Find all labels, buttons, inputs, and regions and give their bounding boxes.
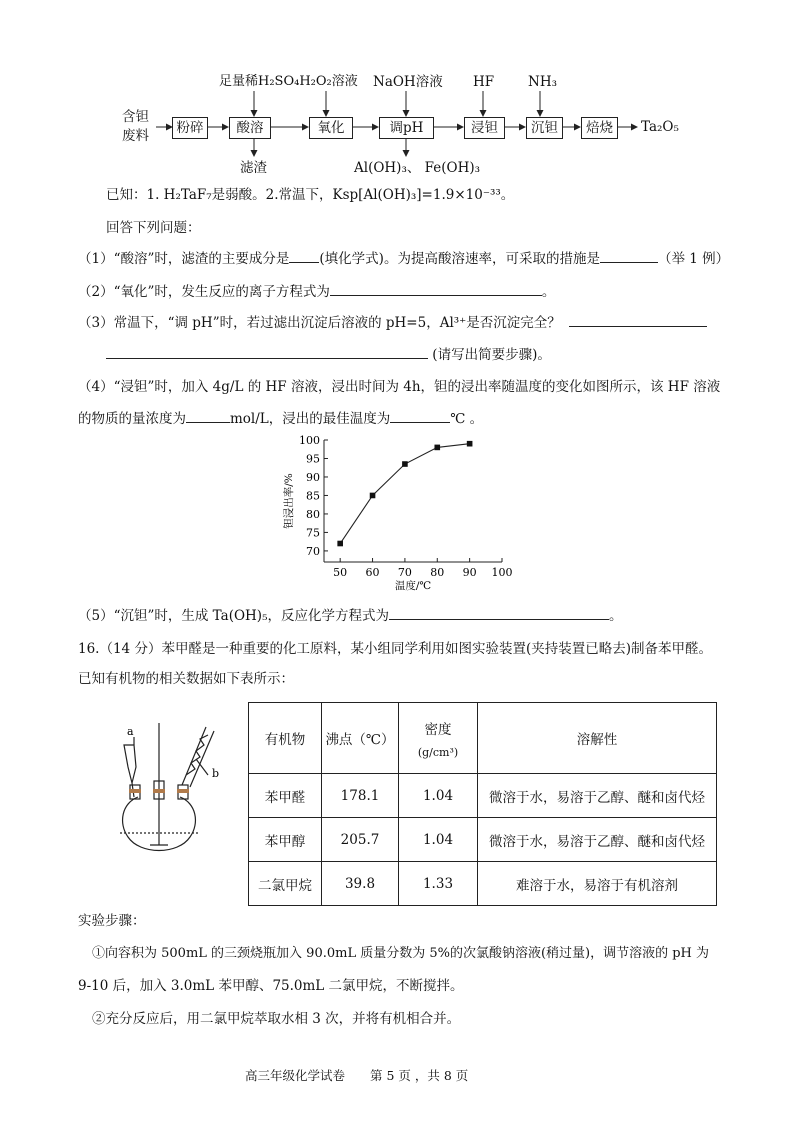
known-info: 已知：1. H₂TaF₇是弱酸。2.常温下，Ksp[Al(OH)₃]=1.9×10⁻³³。 — [106, 187, 515, 203]
series-line — [340, 444, 469, 544]
q3-blank-2[interactable] — [106, 345, 428, 359]
x-axis-label: 温度/℃ — [394, 580, 432, 592]
reagent-hf: HF — [473, 74, 495, 90]
table-cell: 1.33 — [399, 862, 478, 906]
question-16-intro: 16.（14 分）苯甲醛是一种重要的化工原料，某小组同学利用如图实验装置(夹持装置已略去)制备苯甲醛。 — [78, 641, 712, 657]
y-tick-label: 100 — [299, 434, 320, 447]
q4-blank-1[interactable] — [186, 409, 230, 423]
table-row — [249, 818, 717, 862]
leaching-rate-chart — [280, 430, 520, 600]
q2-text-b: 。 — [541, 284, 556, 300]
flow-step-acid-dissolve: 酸溶 — [229, 117, 271, 139]
table-cell: 微溶于水，易溶于乙醇、醚和卤代烃 — [478, 774, 717, 818]
reagent-naoh: NaOH溶液 — [373, 74, 443, 90]
process-flow-diagram — [0, 0, 800, 180]
x-tick-label: 50 — [333, 566, 348, 579]
q4-text-c: mol/L，浸出的最佳温度为 — [230, 411, 391, 427]
answer-prompt: 回答下列问题： — [106, 220, 201, 236]
step-2: ②充分反应后，用二氯甲烷萃取水相 3 次，并将有机相合并。 — [92, 1011, 461, 1027]
flow-product: Ta₂O₅ — [641, 119, 679, 135]
flow-step-calcine: 焙烧 — [581, 117, 618, 139]
apparatus-drawing — [100, 705, 240, 865]
q2-text-a: （2）“氧化”时，发生反应的离子方程式为 — [78, 284, 330, 300]
table-cell: 苯甲醛 — [249, 774, 322, 818]
y-tick-label: 80 — [306, 507, 320, 521]
steps-title: 实验步骤： — [78, 913, 146, 929]
table-cell: 205.7 — [322, 818, 399, 862]
data-point — [337, 541, 343, 547]
header-boiling-point: 沸点（℃） — [322, 703, 399, 774]
y-tick-label: 85 — [306, 489, 320, 503]
question-4: （4）“浸钽”时，加入 4g/L 的 HF 溶液，浸出时间为 4h，钽的浸出率随温度的变化如图所示，该 HF 溶液 — [78, 379, 721, 395]
header-density — [399, 703, 478, 774]
question-4-line-2 — [78, 409, 483, 428]
q1-blank-1[interactable] — [289, 249, 319, 263]
data-point — [467, 441, 473, 447]
table-cell: 苯甲醇 — [249, 818, 322, 862]
table-row — [249, 774, 717, 818]
apparatus-label-a: a — [127, 725, 134, 738]
question-3-line-2 — [106, 345, 551, 364]
y-axis-label: 钽浸出率/% — [283, 473, 295, 529]
q1-text-b: (填化学式)。为提高酸溶速率，可采取的措施是 — [319, 251, 600, 267]
table-cell: 1.04 — [399, 774, 478, 818]
question-3 — [78, 313, 707, 332]
table-cell: 二氯甲烷 — [249, 862, 322, 906]
x-tick-label: 80 — [430, 566, 445, 579]
flow-step-adjust-ph: 调pH — [379, 117, 434, 139]
flow-start-label-2: 废料 — [122, 128, 149, 144]
q2-blank[interactable] — [330, 282, 542, 296]
x-tick-label: 90 — [462, 566, 477, 579]
flow-step-leach: 浸钽 — [464, 117, 505, 139]
flow-step-precipitate: 沉钽 — [526, 117, 563, 139]
data-point — [370, 493, 376, 499]
q5-text-a: （5）“沉钽”时，生成 Ta(OH)₅，反应化学方程式为 — [78, 608, 389, 624]
q4-text-b: 的物质的量浓度为 — [78, 411, 186, 427]
header-compound: 有机物 — [249, 703, 322, 774]
q1-text-c: （举 1 例） — [657, 251, 730, 267]
q5-text-b: 。 — [608, 608, 623, 624]
x-tick-label: 70 — [397, 566, 412, 579]
header-density-label: 密度 — [424, 721, 452, 738]
table-cell: 39.8 — [322, 862, 399, 906]
q3-text-a: （3）常温下，“调 pH”时，若过滤出沉淀后溶液的 pH=5，Al³⁺是否沉淀完全？ — [78, 315, 561, 331]
q5-blank[interactable] — [389, 606, 609, 620]
flow-step-oxidize: 氧化 — [309, 117, 353, 139]
question-16-intro-2: 已知有机物的相关数据如下表所示： — [78, 671, 294, 687]
step-1-line-2: 9-10 后，加入 3.0mL 苯甲醇、75.0mL 二氯甲烷，不断搅拌。 — [78, 978, 464, 994]
question-1 — [78, 249, 729, 268]
q4-blank-2[interactable] — [390, 409, 450, 423]
output-precipitates: Al(OH)₃、 Fe(OH)₃ — [354, 160, 481, 176]
q1-blank-2[interactable] — [600, 249, 658, 263]
reagent-nh3: NH₃ — [528, 74, 557, 90]
data-point — [402, 461, 408, 467]
flow-step-crush: 粉碎 — [172, 117, 208, 139]
step-1: ①向容积为 500mL 的三颈烧瓶加入 90.0mL 质量分数为 5%的次氯酸钠溶液(稍过量)，调节溶液的 pH 为 — [92, 946, 710, 961]
question-2 — [78, 282, 555, 301]
table-cell: 难溶于水，易溶于有机溶剂 — [478, 862, 717, 906]
organic-properties-table — [248, 702, 717, 906]
x-tick-label: 100 — [491, 566, 513, 579]
q1-text-a: （1）“酸溶”时，滤渣的主要成分是 — [78, 251, 290, 267]
q4-text-d: ℃ 。 — [450, 411, 484, 427]
y-tick-label: 70 — [306, 544, 320, 558]
table-cell: 微溶于水，易溶于乙醇、醚和卤代烃 — [478, 818, 717, 862]
table-cell: 1.04 — [399, 818, 478, 862]
x-tick-label: 60 — [365, 566, 380, 579]
table-cell: 178.1 — [322, 774, 399, 818]
reagent-acid: 足量稀H₂SO₄H₂O₂溶液 — [219, 74, 358, 89]
page-footer: 高三年级化学试卷 第 5 页 ，共 8 页 — [245, 1068, 469, 1083]
q3-text-b: (请写出简要步骤)。 — [432, 347, 551, 363]
y-tick-label: 95 — [306, 452, 320, 466]
table-header-row — [249, 703, 717, 774]
header-density-unit: (g/cm³) — [417, 745, 459, 759]
header-solubility: 溶解性 — [478, 703, 717, 774]
table-row — [249, 862, 717, 906]
data-point — [434, 445, 440, 451]
output-residue: 滤渣 — [240, 160, 267, 176]
question-5 — [78, 606, 622, 625]
q3-blank-1[interactable] — [569, 313, 707, 327]
y-tick-label: 90 — [306, 470, 320, 484]
y-tick-label: 75 — [306, 526, 320, 540]
flow-start-label: 含钽 — [122, 109, 149, 125]
apparatus-label-b: b — [212, 767, 220, 780]
